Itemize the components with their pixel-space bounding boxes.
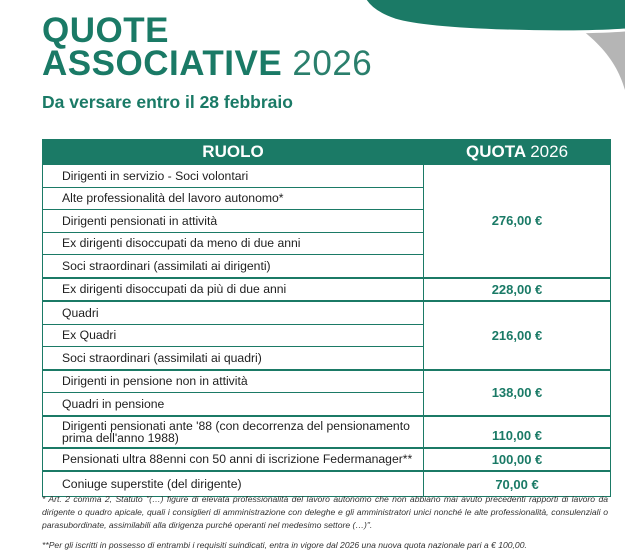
table-row bbox=[43, 278, 611, 302]
role-cell: Dirigenti pensionati ante '88 (con decorrenza del pensionamento prima dell'anno 1988) bbox=[43, 416, 424, 448]
footnote-statuto: * Art. 2 comma 2, Statuto "(…) figure di elevata professionalità del lavoro autonomo che non abbiano mai avuto precedenti rapporti di lavoro da dirigente o quadro apicale, quali i consiglieri di amministrazione con deleghe e gli amministratori unici nonché le alte professionalità, consulenziali o parasubordinate, assimilabili alla dirigenza purché operanti nel medesimo settore (…)". bbox=[42, 494, 608, 530]
role-cell: Ex Quadri bbox=[43, 324, 424, 347]
page-title-line2 bbox=[42, 44, 373, 83]
page-title-line1: QUOTE bbox=[42, 11, 169, 50]
role-cell: Dirigenti pensionati in attività bbox=[43, 210, 424, 233]
column-header-quota-label: QUOTA bbox=[465, 142, 526, 161]
role-cell: Soci straordinari (assimilati ai quadri) bbox=[43, 347, 424, 370]
footnote-ultra88: **Per gli iscritti in possesso di entrambi i requisiti suindicati, entra in vigore dal 2026 una nuova quota nazionale pari a € 100,00. bbox=[42, 540, 527, 550]
table-header-row bbox=[43, 140, 611, 165]
column-header-quota-year: 2026 bbox=[530, 142, 569, 161]
amount-cell: 228,00 € bbox=[424, 278, 611, 302]
role-cell: Ex dirigenti disoccupati da meno di due anni bbox=[43, 232, 424, 255]
amount-cell: 100,00 € bbox=[424, 448, 611, 472]
role-cell: Quadri bbox=[43, 301, 424, 324]
page-subtitle: Da versare entro il 28 febbraio bbox=[42, 92, 293, 112]
column-header-quota bbox=[424, 140, 611, 165]
page-title-word: ASSOCIATIVE bbox=[42, 44, 283, 83]
role-cell: Soci straordinari (assimilati ai dirigenti) bbox=[43, 255, 424, 278]
page-title-year: 2026 bbox=[292, 44, 373, 83]
amount-cell: 138,00 € bbox=[424, 370, 611, 416]
table-row bbox=[43, 416, 611, 448]
table-row bbox=[43, 165, 611, 188]
table-row bbox=[43, 370, 611, 393]
role-cell: Alte professionalità del lavoro autonomo* bbox=[43, 187, 424, 210]
column-header-ruolo: RUOLO bbox=[43, 140, 424, 165]
role-cell: Dirigenti in servizio - Soci volontari bbox=[43, 165, 424, 188]
role-cell: Pensionati ultra 88enni con 50 anni di iscrizione Federmanager** bbox=[43, 448, 424, 472]
amount-cell: 110,00 € bbox=[424, 416, 611, 448]
role-cell: Coniuge superstite (del dirigente) bbox=[43, 471, 424, 497]
table-row bbox=[43, 448, 611, 472]
amount-cell: 216,00 € bbox=[424, 301, 611, 370]
amount-cell: 276,00 € bbox=[424, 165, 611, 278]
role-cell: Ex dirigenti disoccupati da più di due anni bbox=[43, 278, 424, 302]
role-cell: Quadri in pensione bbox=[43, 393, 424, 416]
amount-cell: 70,00 € bbox=[424, 471, 611, 497]
role-cell: Dirigenti in pensione non in attività bbox=[43, 370, 424, 393]
quote-table bbox=[42, 139, 611, 497]
table-row bbox=[43, 301, 611, 324]
